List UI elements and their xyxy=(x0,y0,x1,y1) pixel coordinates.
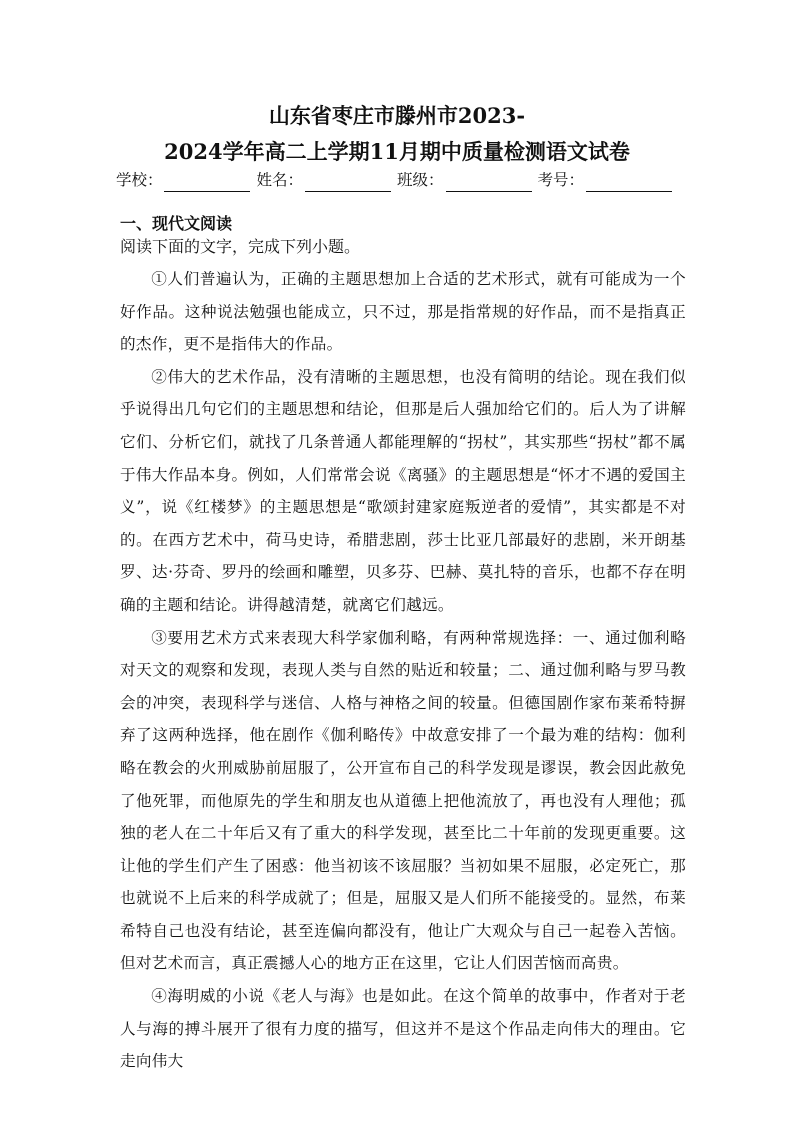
school-label: 学校： xyxy=(115,171,163,189)
exam-title-line-2: 2024学年高二上学期11月期中质量检测语文试卷 xyxy=(164,139,630,164)
passage-paragraph-1: ①人们普遍认为，正确的主题思想加上合适的艺术形式，就有可能成为一个好作品。这种说法勉强也能成立，只不过，那是指常规的好作品，而不是指真正的杰作，更不是指伟大的作品。 xyxy=(120,270,686,354)
class-label: 班级： xyxy=(397,171,444,189)
class-blank xyxy=(446,174,532,192)
name-label: 姓名： xyxy=(256,171,303,189)
passage-paragraph-4: ④海明威的小说《老人与海》也是如此。在这个简单的故事中，作者对于老人与海的搏斗展开了很有力度的描写，但这并不是这个作品走向伟大的理由。它走向伟大 xyxy=(120,987,686,1071)
reading-instruction: 阅读下面的文字，完成下列小题。 xyxy=(120,237,361,256)
section-heading: 一、现代文阅读 xyxy=(120,214,233,233)
name-blank xyxy=(305,174,391,192)
exam-no-label: 考号： xyxy=(537,171,585,189)
reading-passage xyxy=(120,263,686,1078)
student-info-row xyxy=(0,168,794,192)
passage-paragraph-2: ②伟大的艺术作品，没有清晰的主题思想，也没有简明的结论。现在我们似乎说得出几句它们的主题思想和结论，但那是后人强加给它们的。后人为了讲解它们、分析它们，就找了几条普通人都能理解的“拐杖”，其实那些“拐杖”都不属于伟大作品本身。例如，人们常常会说《离骚》的主题思想是“怀才不遇的爱国主义”，说《红楼梦》的主题思想是“歌颂封建家庭叛逆者的爱情”，其实都是不对的。在西方艺术中，荷马史诗，希腊悲剧，莎士比亚几部最好的悲剧，米开朗基罗、达·芬奇、罗丹的绘画和雕塑，贝多芬、巴赫、莫扎特的音乐，也都不存在明确的主题和结论。讲得越清楚，就离它们越远。 xyxy=(120,367,686,614)
school-blank xyxy=(164,174,250,192)
exam-no-blank xyxy=(586,174,672,192)
exam-title-line-1: 山东省枣庄市滕州市2023- xyxy=(268,103,526,128)
passage-paragraph-3: ③要用艺术方式来表现大科学家伽利略，有两种常规选择：一、通过伽利略对天文的观察和发现，表现人类与自然的贴近和较量；二、通过伽利略与罗马教会的冲突，表现科学与迷信、人格与神格之间的较量。但德国剧作家布莱希特摒弃了这两种选择，他在剧作《伽利略传》中故意安排了一个最为难的结构：伽利略在教会的火刑威胁前屈服了，公开宣布自己的科学发现是谬误，教会因此赦免了他死罪，而他原先的学生和朋友也从道德上把他流放了，再也没有人理他；孤独的老人在二十年后又有了重大的科学发现，甚至比二十年前的发现更重要。这让他的学生们产生了困惑：他当初该不该屈服？当初如果不屈服，必定死亡，那也就说不上后来的科学成就了；但是，屈服又是人们所不能接受的。显然，布莱希特自己也没有结论，甚至连偏向都没有，他让广大观众与自己一起卷入苦恼。但对艺术而言，真正震撼人心的地方正在这里，它让人们因苦恼而高贵。 xyxy=(120,628,686,973)
